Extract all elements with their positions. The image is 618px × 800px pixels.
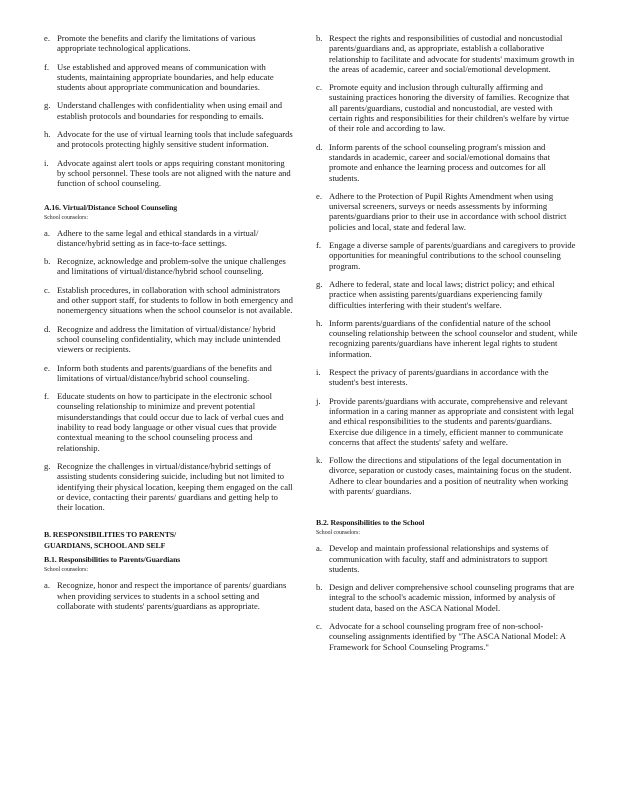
subsection-heading: B.1. Responsibilities to Parents/Guardians [44,555,181,565]
item-letter: c. [316,82,322,93]
list-item [316,621,578,652]
list-item [44,363,294,384]
section-heading: B. RESPONSIBILITIES TO PARENTS/ [44,530,177,540]
item-text: Develop and maintain professional relationships and systems of communication with faculty, staff and administrators to support students. [329,543,549,574]
section-subheading: School counselors: [316,530,360,537]
item-letter: e. [44,362,50,373]
item-text: Understand challenges with confidentiality when using email and establish protocols and boundaries for responding to emails. [57,100,283,121]
item-text: Recognize, acknowledge and problem-solve the unique challenges and limitations of virtual/distance/hybrid school counseling. [57,256,286,277]
list-item [316,318,578,359]
section-heading: A.16. Virtual/Distance School Counseling [44,202,178,212]
item-text: Design and deliver comprehensive school counseling programs that are integral to the school's academic mission, informed by analysis of student data, based on the ASCA National Model. [329,582,575,613]
item-letter: e. [316,190,322,201]
item-text: Advocate for a school counseling program free of non-school-counseling assignments identified by "The ASCA National Model: A Framework for School Counseling Programs." [329,621,566,652]
list-item [44,285,294,316]
list-item [44,580,294,611]
item-letter: a. [44,227,50,238]
item-letter: h. [316,317,323,328]
item-letter: a. [44,580,50,591]
item-letter: g. [44,100,51,111]
section-b [44,530,294,574]
section-subheading: School counselors: [44,567,88,574]
item-text: Advocate for the use of virtual learning tools that include safeguards and protocols protecting highly sensitive student information. [57,129,293,150]
item-text: Recognize and address the limitation of virtual/distance/ hybrid school counseling confidentiality, which may include unintended viewers or recipients. [57,323,281,355]
item-letter: c. [44,284,50,295]
item-text: Educate students on how to participate in the electronic school counseling relationship to minimize and prevent potential misunderstandings that could occur due to lack of verbal cues and inability to read body language or other visual cues that provide contextual meaning to the school counseling process and relationship. [57,391,284,453]
list-item [44,62,294,93]
item-text: Recognize the challenges in virtual/distance/hybrid settings of assisting students considering suicide, including but not limited to identifying their physical location, keeping them engaged on the call or device, contacting their parents/ guardians and getting help to their location. [57,460,293,513]
list-item [316,191,578,232]
item-letter: b. [44,256,51,267]
item-text: Adhere to the same legal and ethical standards in a virtual/ distance/hybrid setting as in face-to-face settings. [57,227,259,248]
list-item [316,582,578,613]
list-item [44,324,294,355]
item-text: Promote equity and inclusion through culturally affirming and sustaining practices honoring the diversity of families. Recognize that all parents/guardians, custodial and noncustodial, are vested with certain rights and responsibilities for their children's welfare by virtue of their role and according to law. [329,82,570,134]
item-text: Advocate against alert tools or apps requiring constant monitoring by school personnel. These tools are not aligned with the nature and function of school counseling. [57,157,291,189]
section-b2 [316,518,578,537]
section-heading: GUARDIANS, SCHOOL AND SELF [44,541,166,551]
item-text: Use established and approved means of communication with students, maintaining appropriate boundaries, and help educate students about appropriate communication and boundaries. [57,61,274,93]
list-item [44,100,294,121]
item-letter: d. [44,323,51,334]
list-item [316,367,578,388]
item-letter: f. [316,240,322,251]
item-letter: d. [316,141,323,152]
item-letter: b. [316,33,323,43]
list-item [44,129,294,150]
list-item [316,455,578,496]
item-text: Inform both students and parents/guardians of the benefits and limitations of virtual/distance/hybrid school counseling. [57,362,272,383]
list-item [44,391,294,453]
item-text: Recognize, honor and respect the importance of parents/ guardians when providing services to students in a school setting and collaborate with students' parents/guardians as appropriate. [57,580,287,611]
item-letter: b. [316,582,323,593]
item-text: Provide parents/guardians with accurate, comprehensive and relevant information in a caring manner as appropriate and consistent with legal and ethical responsibilities to the students and parents/guardians. Exercise due diligence in a timely, efficient manner to communicate concerns that affect the students' safety and welfare. [329,395,574,447]
item-letter: j. [316,395,321,406]
item-letter: f. [44,61,50,72]
item-letter: e. [44,33,50,43]
list-item [316,240,578,271]
section-heading: B.2. Responsibilities to the School [316,518,425,528]
item-letter: h. [44,129,51,140]
list-item [316,142,578,183]
list-item [316,82,578,133]
item-letter: f. [44,391,50,402]
section-a16 [44,203,294,222]
item-text: Follow the directions and stipulations of the legal documentation in divorce, separation or custody cases, maintaining focus on the student. Adhere to clear boundaries and a position of neutrality when working with parents/ guardians. [329,455,572,496]
left-column [44,33,294,619]
item-letter: g. [316,278,323,289]
item-letter: k. [316,455,323,466]
list-item [316,279,578,310]
list-item [44,33,294,54]
list-item [44,256,294,277]
right-column [316,33,578,660]
item-letter: i. [44,157,49,168]
section-subheading: School counselors: [44,214,88,221]
item-letter: i. [316,367,321,378]
list-item [316,543,578,574]
item-text: Inform parents/guardians of the confidential nature of the school counseling relationship between the school counselor and student, while recognizing parents/guardians have inherent legal rights to student information. [329,317,578,359]
item-text: Respect the privacy of parents/guardians in accordance with the student's best interests. [329,367,549,388]
list-item [316,33,578,74]
item-text: Adhere to federal, state and local laws; district policy; and ethical practice when assisting parents/guardians experiencing family difficulties interfering with their student's welfare. [329,278,555,310]
list-item [44,461,294,512]
list-item [316,396,578,447]
item-letter: a. [316,543,322,554]
list-item [44,158,294,189]
item-text: Establish procedures, in collaboration with school administrators and other support staff, for students to follow in both emergency and nonemergency situations when the school counselor is not available. [57,284,293,316]
item-letter: c. [316,621,322,632]
item-text: Adhere to the Protection of Pupil Rights Amendment when using universal screeners, surveys or needs assessments by informing parents/guardians prior to their use in accordance with school district policies and local, state and federal law. [329,190,567,232]
item-text: Inform parents of the school counseling program's mission and standards in academic, career and social/emotional domains that promote and enhance the learning process and outcomes for all students. [329,141,550,183]
item-text: Engage a diverse sample of parents/guardians and caregivers to provide opportunities for meaningful contributions to the school counseling program. [329,240,576,271]
item-text: Promote the benefits and clarify the limitations of various appropriate technological applications. [57,33,256,54]
item-text: Respect the rights and responsibilities of custodial and noncustodial parents/guardians and, as appropriate, establish a collaborative relationship to facilitate and advocate for students' maximum growth in the areas of academic, career and social/emotional development. [329,33,575,74]
item-letter: g. [44,460,51,471]
list-item [44,228,294,249]
